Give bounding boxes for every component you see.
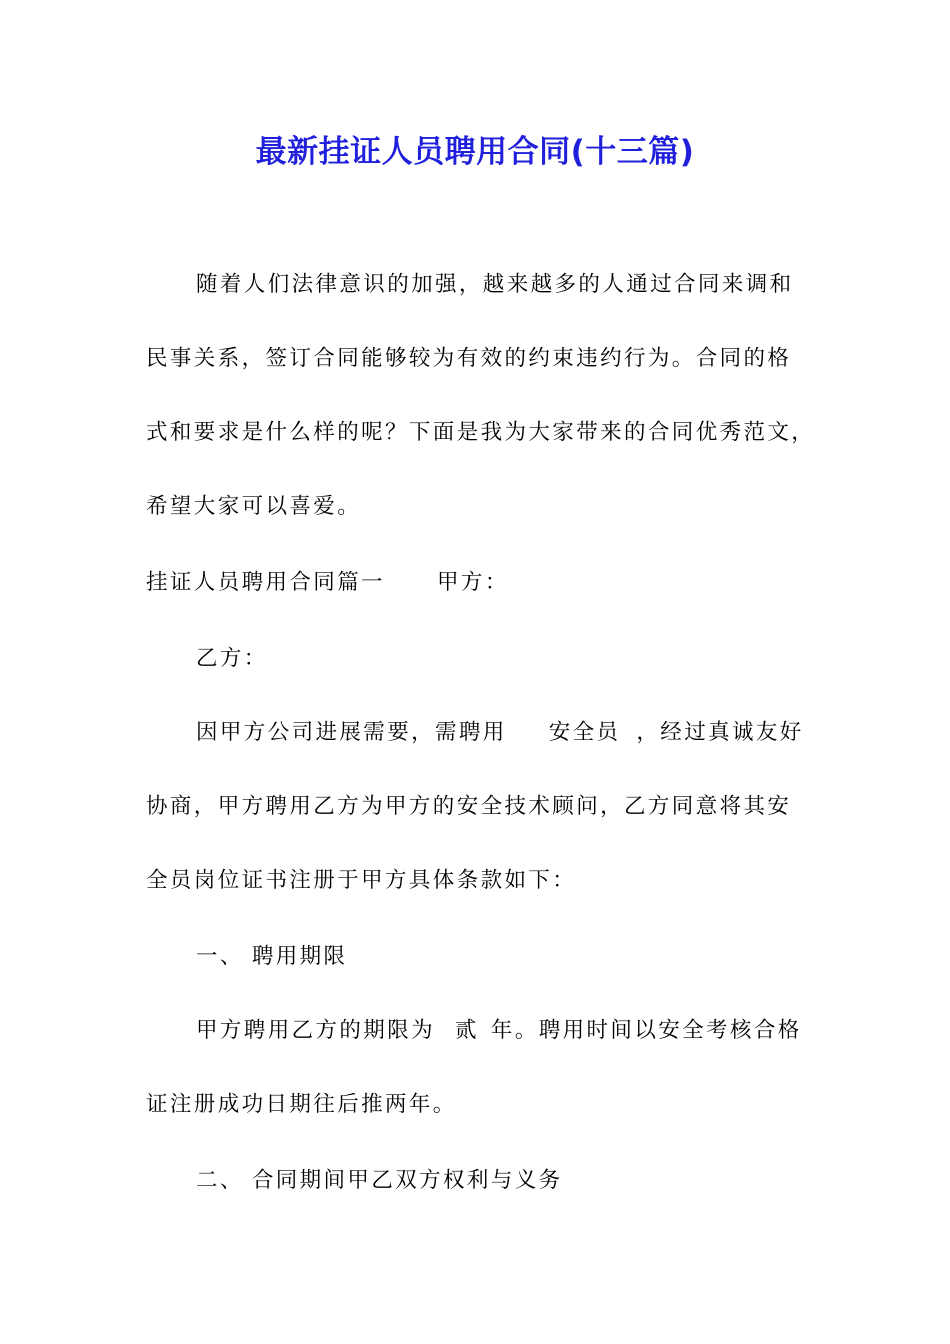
party-a-label: 甲方： bbox=[437, 570, 509, 595]
term-line-1 bbox=[196, 1016, 866, 1046]
party-b-label: 乙方： bbox=[196, 646, 268, 671]
term-text-part-2: 年。聘用时间以安全考核合格 bbox=[490, 1018, 802, 1043]
section-2-title: 合同期间甲乙双方权利与义务 bbox=[251, 1168, 563, 1193]
term-text-part-1: 甲方聘用乙方的期限为 bbox=[196, 1018, 436, 1043]
chapter-heading: 挂证人员聘用合同篇一 bbox=[146, 570, 386, 595]
body-paragraph-line-1 bbox=[196, 718, 866, 748]
chapter-heading-line bbox=[146, 568, 816, 598]
body-text-part-2: ，经过真诚友好 bbox=[636, 720, 804, 745]
document-title: 最新挂证人员聘用合同(十三篇) bbox=[255, 134, 695, 170]
body-paragraph-line-2: 协商，甲方聘用乙方为甲方的安全技术顾问，乙方同意将其安 bbox=[146, 794, 792, 819]
section-1-heading bbox=[196, 942, 866, 972]
intro-line-3: 式和要求是什么样的呢？下面是我为大家带来的合同优秀范文， bbox=[146, 420, 816, 445]
intro-line-2: 民事关系，签订合同能够较为有效的约束违约行为。合同的格 bbox=[146, 346, 792, 371]
term-line-2: 证注册成功日期往后推两年。 bbox=[146, 1092, 457, 1117]
intro-line-4: 希望大家可以喜爱。 bbox=[146, 494, 362, 519]
term-years-value: 贰 bbox=[455, 1018, 479, 1043]
position-value: 安全员 bbox=[548, 720, 621, 745]
body-text-part-1: 因甲方公司进展需要，需聘用 bbox=[196, 720, 507, 745]
section-2-heading bbox=[196, 1166, 866, 1196]
section-2-number: 二、 bbox=[196, 1168, 244, 1193]
body-paragraph-line-3: 全员岗位证书注册于甲方具体条款如下： bbox=[146, 868, 577, 893]
section-1-number: 一、 bbox=[196, 944, 244, 969]
intro-line-1: 随着人们法律意识的加强，越来越多的人通过合同来调和 bbox=[196, 272, 794, 297]
section-1-title: 聘用期限 bbox=[251, 944, 348, 969]
